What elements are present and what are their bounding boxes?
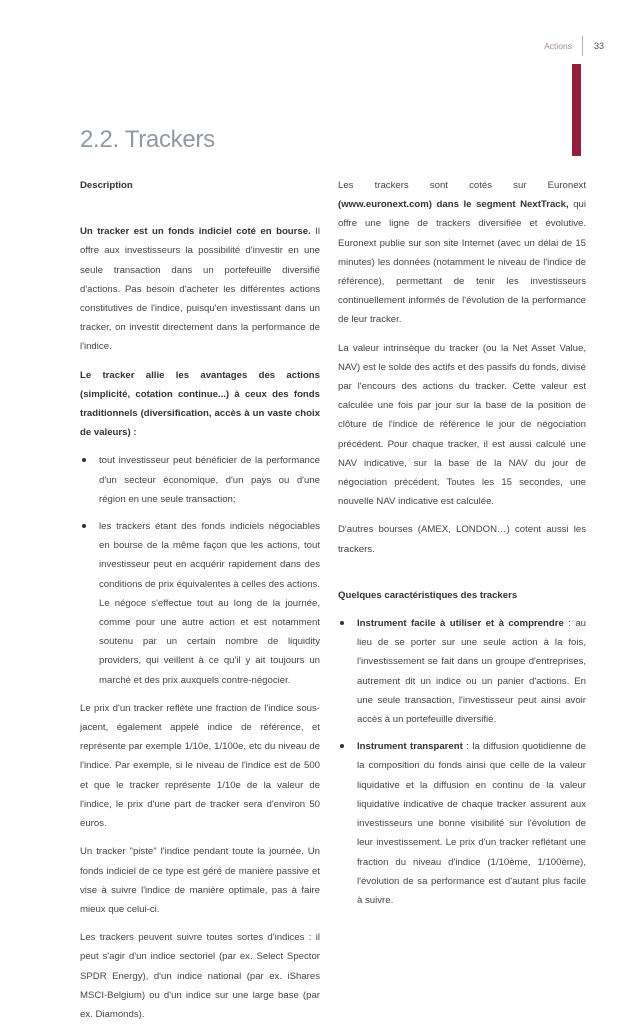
list-item xyxy=(80,451,320,509)
list-item-text: les trackers étant des fonds indiciels négociables en bourse de la même façon que les actions, tout investisseur peut en acquérir rapidement dans des conditions de prix équivalentes à celles des actions. Le négoce s'effectue tout au long de la journée, comme pour une autre action et est notamment soutenu par un certain nombre de liquidity providers, qui veillent à ce qu'il y ait toujours un marché et des prix auxquels contre-négocier. xyxy=(99,521,320,686)
paragraph-intro xyxy=(80,222,320,356)
paragraph-price: Le prix d'un tracker reflète une fraction de l'indice sous-jacent, également appelé indice de référence, et représente par exemple 1/10e, 1/100e, etc du niveau de l'indice. Par exemple, si le niveau de l'indice est de 500 et que le tracker représente 1/10e de la valeur de l'indice, le prix d'une part de tracker sera d'environ 50 euros. xyxy=(80,702,320,830)
spacer xyxy=(338,568,586,586)
paragraph-euronext xyxy=(338,176,586,330)
right-column xyxy=(338,176,586,919)
euronext-bold: (www.euronext.com) dans le segment NextTrack, xyxy=(338,199,569,211)
bullet-icon xyxy=(82,524,86,528)
feature-title: Instrument facile à utiliser et à comprendre xyxy=(357,618,564,630)
section-title: 2.2. Trackers xyxy=(80,126,215,153)
euronext-text: qui offre une ligne de trackers diversifiée et évolutive. Euronext publie sur son site Internet (avec un délai de 15 minutes) les données (notamment le niveau de l'indice de référence), permettant de tenir les investisseurs continuellement informés de l'évolution de la performance de leur tracker. xyxy=(338,199,587,326)
intro-bold: Un tracker est un fonds indiciel coté en bourse. xyxy=(80,226,311,238)
bullet-icon xyxy=(340,621,344,625)
paragraph-other-exchanges: D'autres bourses (AMEX, LONDON…) cotent aussi les trackers. xyxy=(338,524,586,555)
bullet-icon xyxy=(340,744,344,748)
list-item xyxy=(80,517,320,690)
feature-title: Instrument transparent xyxy=(357,741,463,753)
advantages-list xyxy=(80,451,320,689)
list-item xyxy=(338,614,586,729)
features-heading: Quelques caractéristiques des trackers xyxy=(338,589,518,601)
paragraph-advantages: Le tracker allie les avantages des actions (simplicité, cotation continue...) à ceux des fonds traditionnels (diversification, accès à un vaste choix de valeurs) : xyxy=(80,369,320,439)
bullet-icon xyxy=(82,458,86,462)
paragraph-indices: Les trackers peuvent suivre toutes sortes d'indices : il peut s'agir d'un indice sectoriel (par ex. Select Spector SPDR Energy), d'un indice national (par ex. iShares MSCI-Belgium) ou d'un indice sur une large base (par ex. Diamonds). xyxy=(80,932,320,1020)
accent-bar xyxy=(572,64,581,156)
feature-text: : la diffusion quotidienne de la composition du fonds ainsi que celle de la valeur liquidative et la diffusion en continu de la valeur liquidative indicative de chaque tracker assurent aux investisseurs une bonne visibilité sur l'évolution de leur investissement. Le prix d'un tracker reflétant une fraction du niveau d'indice (1/10ème, 1/100ème), l'évolution de sa performance est d'autant plus facile à suivre. xyxy=(357,741,586,906)
euronext-start: Les trackers sont cotés sur Euronext xyxy=(338,180,586,191)
page-number: 33 xyxy=(594,41,605,51)
left-column xyxy=(80,176,320,1033)
paragraph-nav: La valeur intrinsèque du tracker (ou la Net Asset Value, NAV) est le solde des actifs et des passifs du fonds, divisé par l'encours des actions du tracker. Cette valeur est calculée une fois par jour sur la base de la position de clôture de l'indice de référence le jour de négociation précédent. Pour chaque tracker, il est aussi calculé une NAV indicative, sur la base de la NAV du jour de négociation précédent. Toutes les 15 secondes, une nouvelle NAV indicative est calculée. xyxy=(338,342,586,508)
paragraph-piste: Un tracker "piste" l'indice pendant toute la journée. Un fonds indiciel de ce type est géré de manière passive et vise à suivre l'indice de manière optimale, pas à faire mieux que celui-ci. xyxy=(80,846,320,915)
intro-text: Il offre aux investisseurs la possibilité d'investir en une seule transaction dans un portefeuille diversifié d'actions. Pas besoin d'acheter les différentes actions constitutives de l'indice, puisqu'en investissant dans un tracker, on investit directement dans la performance de l'indice. xyxy=(80,226,320,353)
header-divider xyxy=(582,36,583,56)
list-item-text: tout investisseur peut bénéficier de la performance d'un secteur économique, d'un pays ou d'une région en une seule transaction; xyxy=(99,455,320,505)
description-heading: Description xyxy=(80,180,133,191)
feature-text: : au lieu de se porter sur une seule action à la fois, l'investissement se fait dans un groupe d'entreprises, autrement dit un indice ou un panier d'actions. En une seule transaction, l'investisseur peut ainsi avoir accès à un portefeuille diversifié. xyxy=(357,618,586,726)
header-section-label: Actions xyxy=(544,41,572,51)
features-list xyxy=(338,614,586,910)
list-item xyxy=(338,737,586,910)
spacer xyxy=(80,204,320,222)
